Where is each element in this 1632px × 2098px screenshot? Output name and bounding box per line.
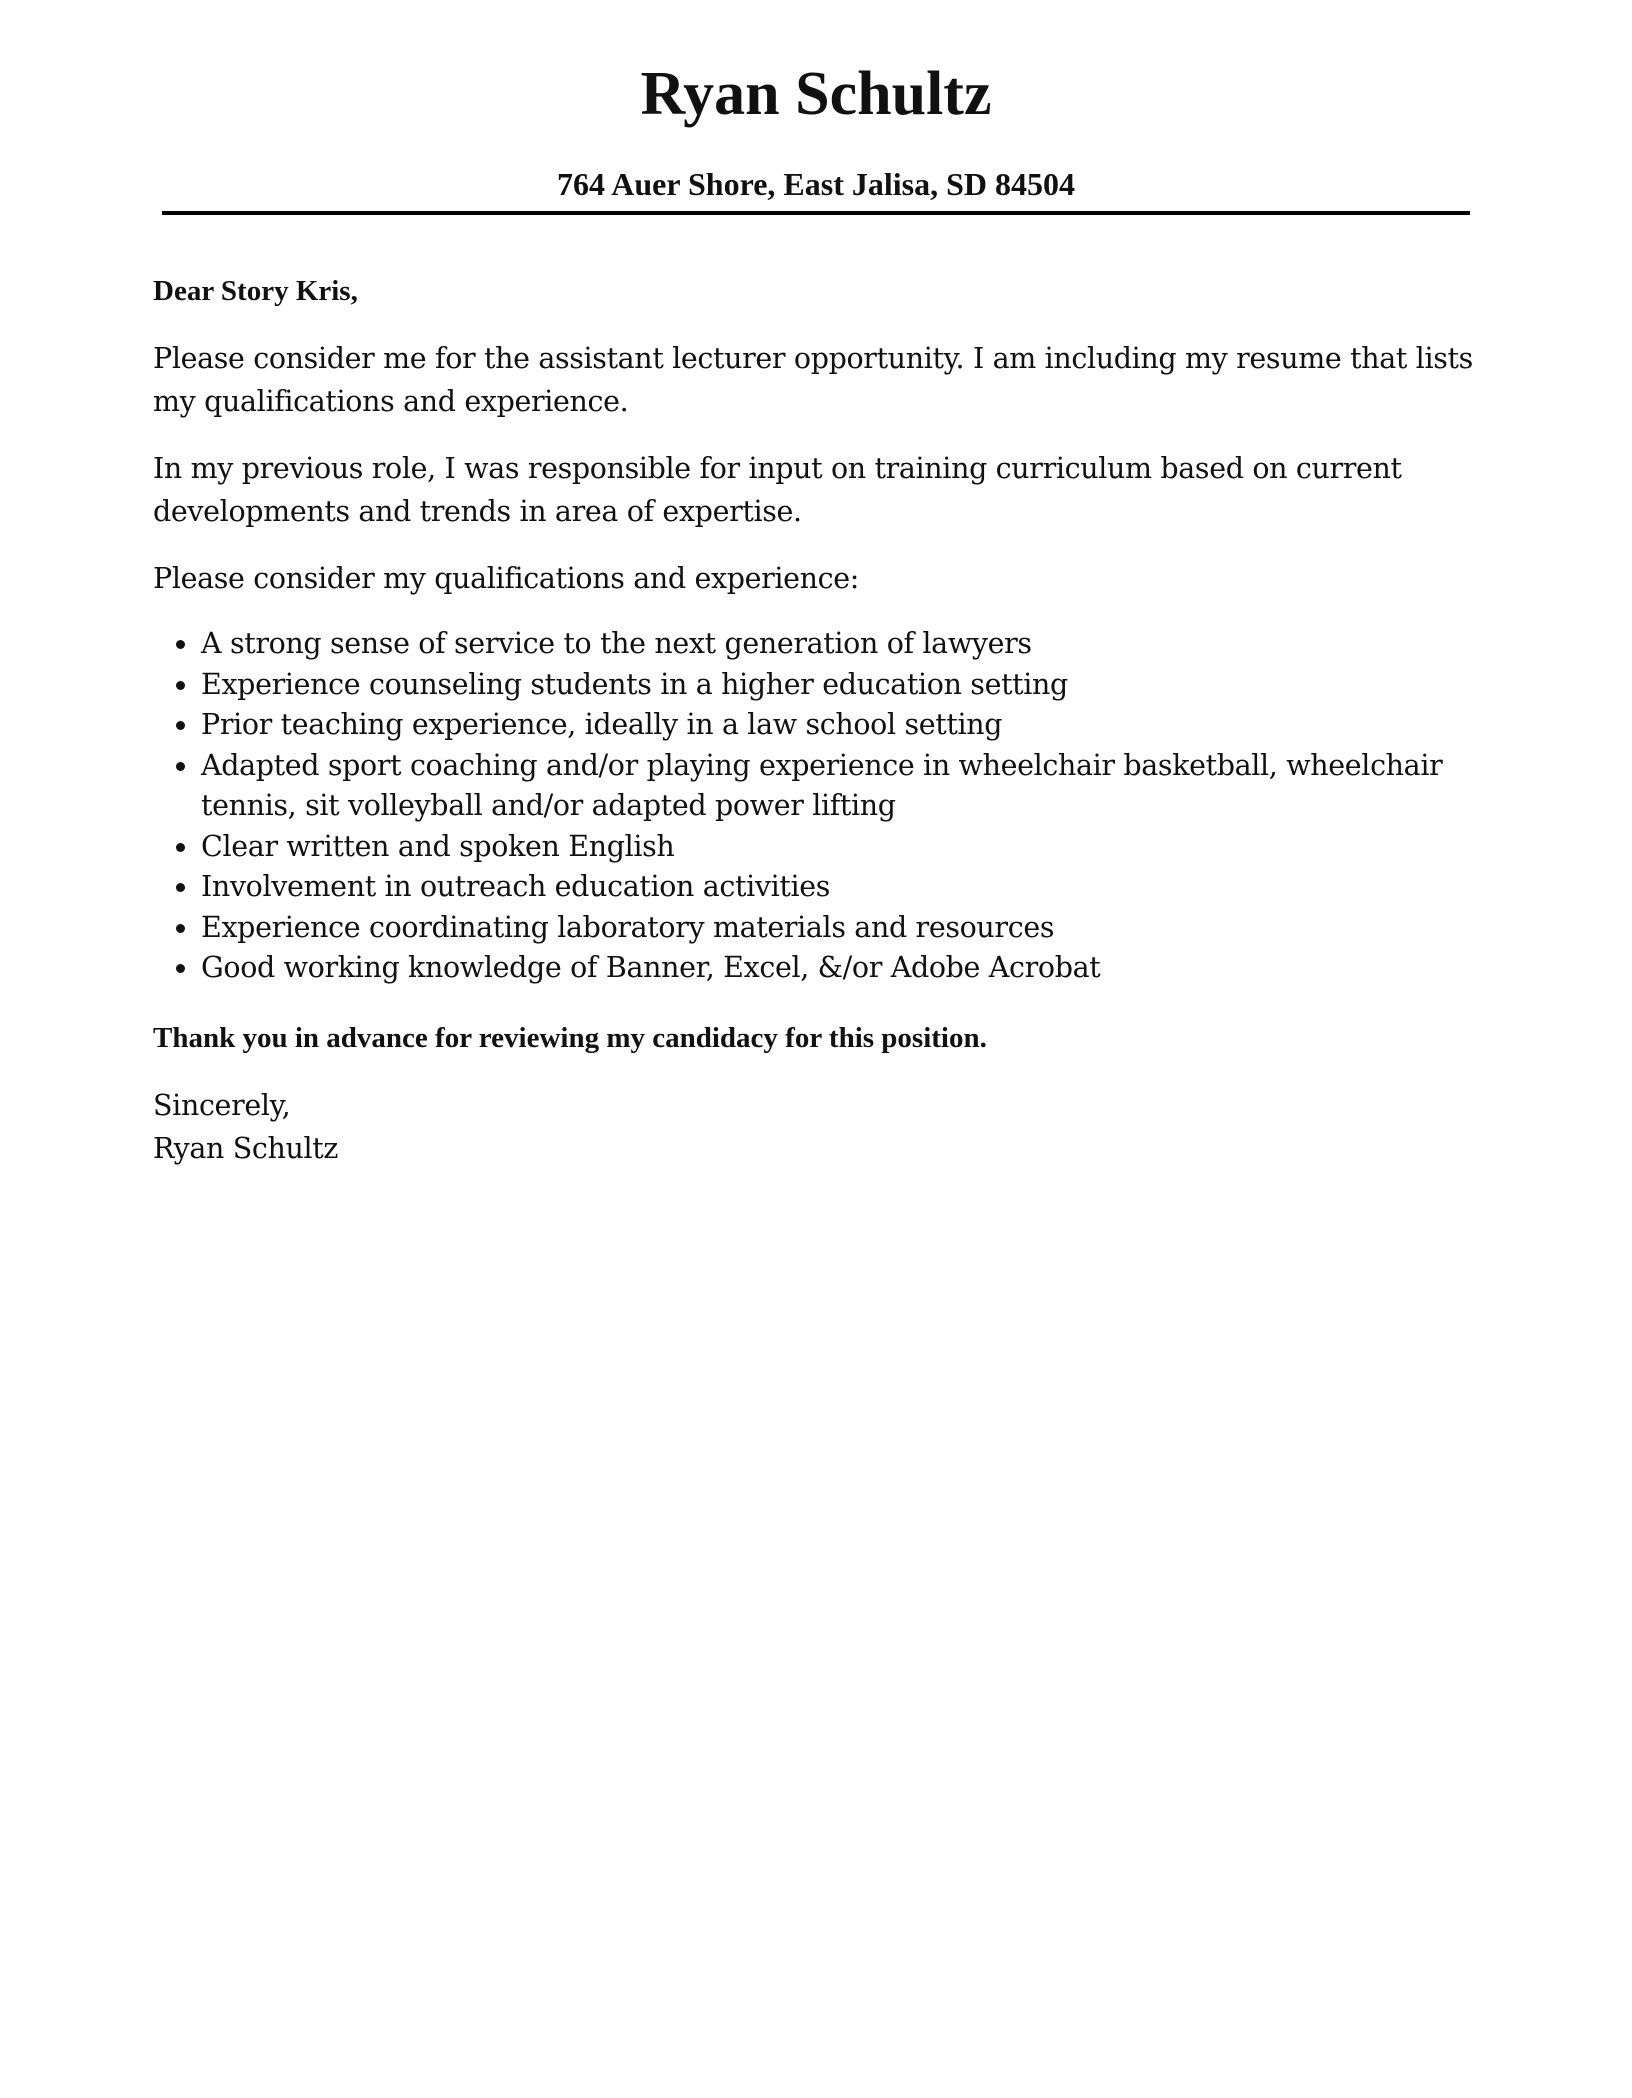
- list-item: [201, 908, 1483, 949]
- qualifications-intro: Please consider my qualifications and experience:: [153, 562, 860, 595]
- signature-name: Ryan Schultz: [153, 1131, 339, 1165]
- list-item-text: A strong sense of service to the next generation of lawyers: [201, 627, 1032, 660]
- bullet-icon: [176, 964, 185, 973]
- list-item-text: Good working knowledge of Banner, Excel, &/or Adobe Acrobat: [201, 951, 1101, 984]
- list-item: [201, 827, 1483, 868]
- list-item: [201, 624, 1483, 665]
- list-item-text: Experience counseling students in a higher education setting: [201, 667, 1068, 701]
- bullet-icon: [176, 721, 185, 730]
- applicant-address: 764 Auer Shore, East Jalisa, SD 84504: [557, 166, 1075, 202]
- letter-body: [153, 270, 1483, 1170]
- list-item-text: Experience coordinating laboratory materials and resources: [201, 910, 1055, 944]
- intro-paragraph: Please consider me for the assistant lecturer opportunity. I am including my resume that lists my qualifications and experience.: [153, 342, 1473, 418]
- salutation: Dear Story Kris,: [153, 275, 358, 307]
- list-item: [201, 746, 1483, 827]
- closing-statement: Thank you in advance for reviewing my candidacy for this position.: [153, 1021, 987, 1054]
- bullet-icon: [176, 681, 185, 690]
- list-item-text: Prior teaching experience, ideally in a law school setting: [201, 708, 1003, 741]
- list-item: [201, 948, 1483, 989]
- previous-role-paragraph: In my previous role, I was responsible for input on training curriculum based on current developments and trends in area of expertise.: [153, 452, 1402, 528]
- qualifications-list: [153, 624, 1483, 989]
- signoff: Sincerely,: [153, 1088, 291, 1122]
- list-item-text: Adapted sport coaching and/or playing experience in wheelchair basketball, wheelchair tennis, sit volleyball and/or adapted power lifting: [201, 748, 1443, 822]
- list-item-text: Involvement in outreach education activities: [201, 870, 831, 903]
- bullet-icon: [176, 843, 185, 852]
- bullet-icon: [176, 640, 185, 649]
- list-item: [201, 665, 1483, 706]
- list-item: [201, 705, 1483, 746]
- list-item-text: Clear written and spoken English: [201, 829, 675, 863]
- bullet-icon: [176, 883, 185, 892]
- bullet-icon: [176, 924, 185, 933]
- header-divider: [162, 211, 1470, 215]
- list-item: [201, 867, 1483, 908]
- bullet-icon: [176, 762, 185, 771]
- applicant-name: Ryan Schultz: [640, 60, 992, 128]
